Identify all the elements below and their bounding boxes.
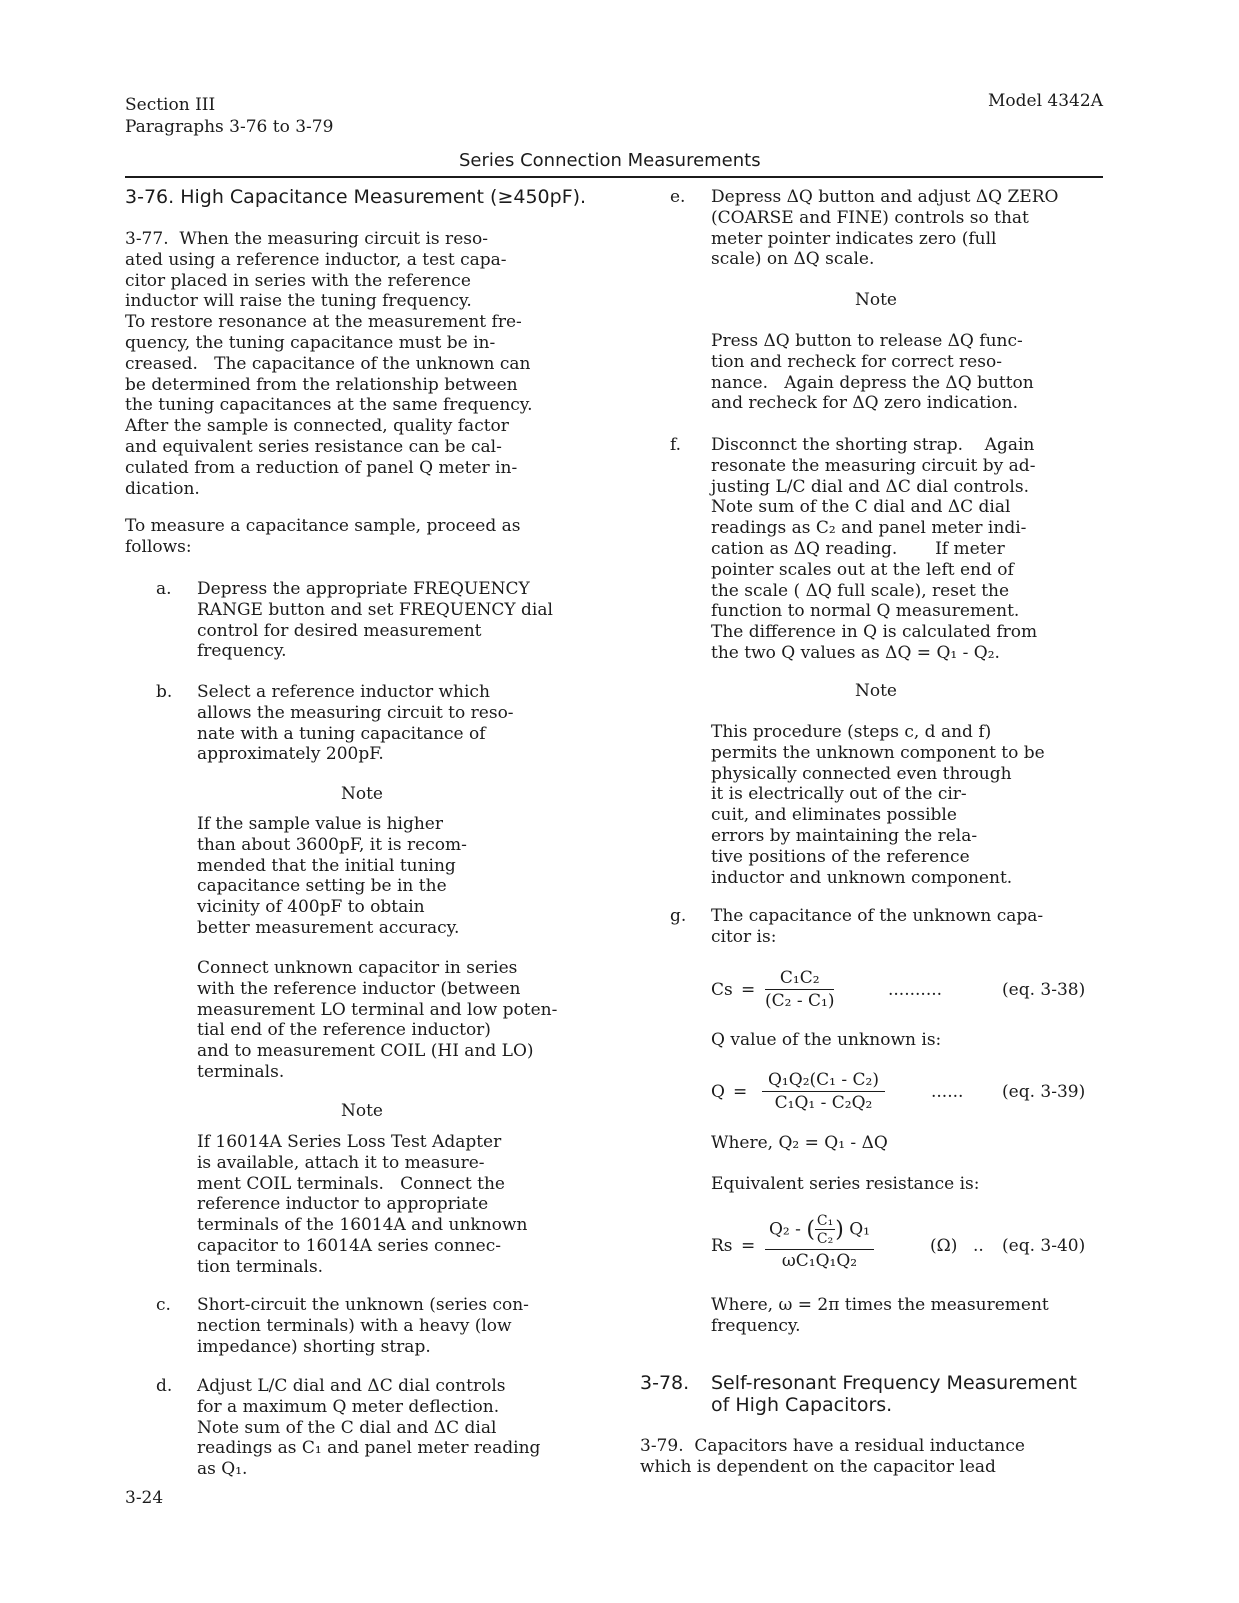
text-line: Self-resonant Frequency Measurement bbox=[711, 1372, 1077, 1394]
inner-denominator: C₂ bbox=[816, 1231, 834, 1247]
heading-3-78 bbox=[711, 1372, 1077, 1416]
leader-dots: ...... bbox=[931, 1082, 964, 1102]
text-line: This procedure (steps c, d and f) bbox=[711, 722, 992, 742]
text-line: If the sample value is higher bbox=[197, 814, 443, 834]
text-line: Connect unknown capacitor in series bbox=[197, 958, 518, 978]
intro-paragraph bbox=[125, 516, 521, 558]
text-line: Depress ΔQ button and adjust ΔQ ZERO bbox=[711, 187, 1059, 207]
text-line: To measure a capacitance sample, proceed as bbox=[125, 516, 521, 536]
text-line: and recheck for ΔQ zero indication. bbox=[711, 393, 1018, 414]
step-e-label: e. bbox=[670, 187, 686, 207]
lhs-rs: Rs bbox=[711, 1236, 733, 1256]
text-line: The difference in Q is calculated from bbox=[711, 622, 1038, 643]
paragraph-3-79 bbox=[640, 1436, 1025, 1478]
q-value-text: Q value of the unknown is: bbox=[711, 1030, 942, 1050]
text-line: of High Capacitors. bbox=[711, 1394, 893, 1416]
text-line: After the sample is connected, quality factor bbox=[125, 416, 509, 437]
text-line: Press ΔQ button to release ΔQ func- bbox=[711, 331, 1023, 351]
text-line: capacitance setting be in the bbox=[197, 876, 447, 897]
text-line: Select a reference inductor which bbox=[197, 682, 490, 702]
text-line: dication. bbox=[125, 478, 200, 499]
text-line: readings as C₂ and panel meter indi- bbox=[711, 518, 1027, 539]
lhs-cs: Cs bbox=[711, 980, 733, 1000]
equals-sign: = bbox=[741, 1236, 756, 1256]
text-line: terminals of the 16014A and unknown bbox=[197, 1215, 528, 1236]
text-line: measurement LO terminal and low poten- bbox=[197, 999, 558, 1020]
text-line: physically connected even through bbox=[711, 763, 1012, 784]
fraction-numerator: C₁C₂ bbox=[765, 968, 834, 990]
text-line: as Q₁. bbox=[197, 1459, 248, 1480]
leader-dots: .......... bbox=[888, 980, 943, 1000]
text-line: inductor will raise the tuning frequency. bbox=[125, 291, 472, 312]
step-c-text bbox=[197, 1295, 529, 1357]
inner-fraction bbox=[815, 1213, 835, 1247]
equation-3-40-ref: (eq. 3-40) bbox=[1002, 1236, 1086, 1256]
text-line: inductor and unknown component. bbox=[711, 867, 1013, 888]
text-line: frequency. bbox=[711, 1315, 801, 1336]
numerator-term-a: Q₂ - bbox=[769, 1219, 801, 1240]
page-title: Series Connection Measurements bbox=[459, 150, 761, 171]
step-g-label: g. bbox=[670, 906, 687, 926]
step-c-label: c. bbox=[156, 1295, 171, 1315]
step-d-text bbox=[197, 1376, 540, 1480]
text-line: than about 3600pF, it is recom- bbox=[197, 834, 467, 855]
text-line: tial end of the reference inductor) bbox=[197, 1020, 491, 1041]
text-line: for a maximum Q meter deflection. bbox=[197, 1396, 500, 1417]
text-line: be determined from the relationship between bbox=[125, 374, 518, 395]
fraction-numerator bbox=[765, 1213, 874, 1250]
text-line: approximately 200pF. bbox=[197, 744, 384, 765]
note-4-text bbox=[711, 722, 1045, 888]
text-line: Where, ω = 2π times the measurement bbox=[711, 1295, 1049, 1315]
text-line: ated using a reference inductor, a test capa- bbox=[125, 249, 507, 270]
equation-3-40-fraction bbox=[765, 1213, 874, 1271]
text-line: RANGE button and set FREQUENCY dial bbox=[197, 599, 553, 620]
equation-3-38-fraction bbox=[765, 968, 834, 1011]
text-line: the scale ( ΔQ full scale), reset the bbox=[711, 580, 1010, 601]
text-line: vicinity of 400pF to obtain bbox=[197, 897, 425, 918]
step-f-text bbox=[711, 435, 1037, 664]
text-line: cation as ΔQ reading. If meter bbox=[711, 538, 1005, 559]
text-line: frequency. bbox=[197, 641, 287, 662]
text-line: control for desired measurement bbox=[197, 620, 482, 641]
text-line: meter pointer indicates zero (full bbox=[711, 228, 997, 249]
fraction-numerator: Q₁Q₂(C₁ - C₂) bbox=[762, 1070, 885, 1092]
text-line: tive positions of the reference bbox=[711, 846, 970, 867]
text-line: reference inductor to appropriate bbox=[197, 1194, 489, 1215]
text-line: terminals. bbox=[197, 1061, 285, 1082]
fraction-denominator: C₁Q₁ - C₂Q₂ bbox=[774, 1093, 873, 1113]
text-line: the two Q values as ΔQ = Q₁ - Q₂. bbox=[711, 642, 1000, 663]
text-line: citor is: bbox=[711, 926, 777, 947]
text-line: tion and recheck for correct reso- bbox=[711, 351, 1002, 372]
numerator-term-b: Q₁ bbox=[849, 1219, 870, 1240]
text-line: Note sum of the C dial and ΔC dial bbox=[197, 1417, 497, 1438]
text-line: pointer scales out at the left end of bbox=[711, 559, 1014, 580]
text-line: nection terminals) with a heavy (low bbox=[197, 1315, 512, 1336]
step-e-text bbox=[711, 187, 1058, 270]
equation-3-39-ref: (eq. 3-39) bbox=[1002, 1082, 1086, 1102]
note-2-text bbox=[197, 1132, 527, 1278]
heading-3-78-number: 3-78. bbox=[640, 1372, 690, 1394]
text-line: permits the unknown component to be bbox=[711, 742, 1045, 763]
note-4-title: Note bbox=[854, 681, 897, 701]
where-omega-text bbox=[711, 1295, 1049, 1337]
text-line: impedance) shorting strap. bbox=[197, 1336, 431, 1357]
fraction-denominator: ωC₁Q₁Q₂ bbox=[781, 1251, 858, 1271]
right-paren: ) bbox=[835, 1217, 844, 1243]
text-line: cuit, and eliminates possible bbox=[711, 805, 957, 826]
note-1-title: Note bbox=[340, 784, 383, 804]
note-3-title: Note bbox=[854, 290, 897, 310]
text-line: To restore resonance at the measurement fre- bbox=[125, 312, 522, 333]
text-line: resonate the measuring circuit by ad- bbox=[711, 455, 1036, 476]
text-line: it is electrically out of the cir- bbox=[711, 784, 967, 805]
step-d-label: d. bbox=[156, 1376, 173, 1396]
text-line: function to normal Q measurement. bbox=[711, 601, 1020, 622]
paragraph-3-77 bbox=[125, 229, 605, 499]
text-line: If 16014A Series Loss Test Adapter bbox=[197, 1132, 502, 1152]
text-line: and to measurement COIL (HI and LO) bbox=[197, 1041, 534, 1062]
step-b-text bbox=[197, 682, 514, 765]
equation-3-39-fraction bbox=[762, 1070, 885, 1113]
text-line: better measurement accuracy. bbox=[197, 917, 460, 938]
step-a-label: a. bbox=[156, 579, 172, 599]
model-label: Model 4342A bbox=[988, 91, 1103, 111]
text-line: Disconnct the shorting strap. Again bbox=[711, 435, 1035, 455]
text-line: quency, the tuning capacitance must be in- bbox=[125, 332, 496, 353]
note-2-title: Note bbox=[340, 1101, 383, 1121]
text-line: readings as C₁ and panel meter reading bbox=[197, 1438, 541, 1459]
text-line: nance. Again depress the ΔQ button bbox=[711, 372, 1034, 393]
text-line: Note sum of the C dial and ΔC dial bbox=[711, 497, 1011, 518]
step-g-text bbox=[711, 906, 1043, 948]
where-q2-text: Where, Q₂ = Q₁ - ΔQ bbox=[711, 1133, 888, 1153]
text-line: capacitor to 16014A series connec- bbox=[197, 1235, 501, 1256]
text-line: citor placed in series with the reference bbox=[125, 270, 471, 291]
equals-sign: = bbox=[733, 1082, 748, 1102]
paragraphs-label: Paragraphs 3-76 to 3-79 bbox=[125, 117, 334, 137]
step-a-text bbox=[197, 579, 553, 662]
left-paren: ( bbox=[806, 1217, 815, 1243]
text-line: Adjust L/C dial and ΔC dial controls bbox=[197, 1376, 506, 1396]
text-line: with the reference inductor (between bbox=[197, 978, 521, 999]
ohm-unit: (Ω) bbox=[930, 1236, 958, 1256]
header-rule bbox=[125, 176, 1103, 178]
text-line: 3-77. When the measuring circuit is reso- bbox=[125, 229, 488, 249]
text-line: and equivalent series resistance can be cal- bbox=[125, 436, 502, 457]
text-line: errors by maintaining the rela- bbox=[711, 825, 978, 846]
text-line: creased. The capacitance of the unknown can bbox=[125, 353, 531, 374]
esr-text: Equivalent series resistance is: bbox=[711, 1174, 980, 1194]
step-f-label: f. bbox=[670, 435, 682, 455]
lhs-q: Q bbox=[711, 1082, 725, 1102]
text-line: follows: bbox=[125, 536, 192, 557]
text-line: tion terminals. bbox=[197, 1256, 324, 1277]
page-number: 3-24 bbox=[125, 1488, 164, 1508]
text-line: nate with a tuning capacitance of bbox=[197, 723, 486, 744]
connect-paragraph bbox=[197, 958, 557, 1083]
text-line: justing L/C dial and ΔC dial controls. bbox=[711, 476, 1029, 497]
text-line: is available, attach it to measure- bbox=[197, 1152, 485, 1173]
text-line: culated from a reduction of panel Q meter in- bbox=[125, 457, 518, 478]
text-line: allows the measuring circuit to reso- bbox=[197, 702, 514, 723]
step-b-label: b. bbox=[156, 682, 173, 702]
text-line: (COARSE and FINE) controls so that bbox=[711, 207, 1029, 228]
text-line: ment COIL terminals. Connect the bbox=[197, 1173, 505, 1194]
text-line: Depress the appropriate FREQUENCY bbox=[197, 579, 530, 599]
heading-3-76: 3-76. High Capacitance Measurement (≥450pF). bbox=[125, 186, 587, 208]
text-line: scale) on ΔQ scale. bbox=[711, 249, 875, 270]
inner-numerator: C₁ bbox=[816, 1213, 834, 1229]
leader-dots: .. bbox=[973, 1236, 984, 1256]
note-1-text bbox=[197, 814, 467, 939]
text-line: Short-circuit the unknown (series con- bbox=[197, 1295, 529, 1315]
text-line: 3-79. Capacitors have a residual inductance bbox=[640, 1436, 1025, 1456]
fraction-denominator: (C₂ - C₁) bbox=[765, 991, 835, 1011]
note-3-text bbox=[711, 331, 1034, 414]
text-line: The capacitance of the unknown capa- bbox=[711, 906, 1044, 926]
text-line: mended that the initial tuning bbox=[197, 855, 456, 876]
section-label: Section III bbox=[125, 95, 216, 115]
equals-sign: = bbox=[741, 980, 756, 1000]
text-line: the tuning capacitances at the same frequency. bbox=[125, 395, 533, 416]
equation-3-38-ref: (eq. 3-38) bbox=[1002, 980, 1086, 1000]
text-line: which is dependent on the capacitor lead bbox=[640, 1456, 996, 1477]
